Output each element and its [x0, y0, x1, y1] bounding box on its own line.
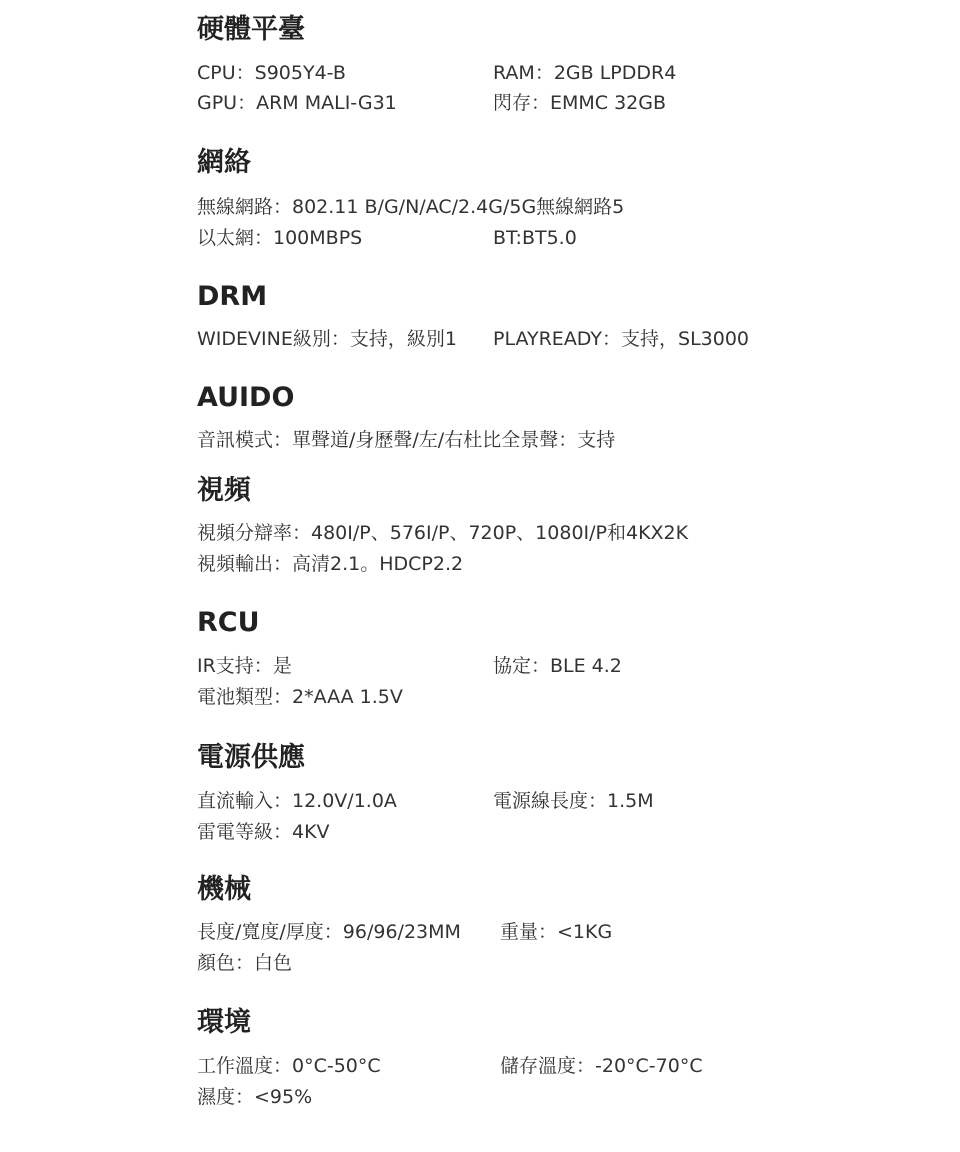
spec-bluetooth: BT:BT5.0 — [493, 227, 577, 249]
spec-color: 顏色：白色 — [197, 952, 293, 974]
section-title-video: 視頻 — [197, 475, 251, 506]
section-title-drm: DRM — [197, 281, 268, 312]
section-title-audio: AUIDO — [197, 382, 295, 413]
spec-dimensions: 長度/寬度/厚度：96/96/23MM — [197, 921, 461, 943]
spec-cable-length: 電源線長度：1.5M — [493, 790, 654, 812]
spec-protocol: 協定：BLE 4.2 — [493, 655, 622, 677]
spec-ethernet: 以太網：100MBPS — [197, 227, 363, 249]
spec-video-output: 視頻輸出：高清2.1。HDCP2.2 — [197, 553, 464, 575]
spec-battery: 電池類型：2*AAA 1.5V — [197, 686, 403, 708]
spec-surge-rating: 雷電等級：4KV — [197, 821, 330, 843]
spec-gpu: GPU：ARM MALI-G31 — [197, 92, 397, 114]
spec-cpu: CPU：S905Y4-B — [197, 62, 346, 84]
spec-dc-input: 直流輸入：12.0V/1.0A — [197, 790, 397, 812]
spec-operating-temp: 工作溫度：0°C-50°C — [197, 1055, 381, 1077]
spec-audio-mode: 音訊模式：單聲道/身歷聲/左/右杜比全景聲：支持 — [197, 429, 616, 451]
section-title-rcu: RCU — [197, 607, 260, 638]
section-title-environment: 環境 — [197, 1007, 251, 1038]
spec-video-resolution: 視頻分辯率：480I/P、576I/P、720P、1080I/P和4KX2K — [197, 522, 689, 544]
spec-storage-temp: 儲存溫度：-20°C-70°C — [500, 1055, 703, 1077]
spec-flash: 閃存：EMMC 32GB — [493, 92, 667, 114]
spec-weight: 重量：<1KG — [500, 921, 613, 943]
spec-playready: PLAYREADY：支持，SL3000 — [493, 328, 750, 350]
spec-widevine: WIDEVINE級別：支持，級別1 — [197, 328, 457, 350]
spec-humidity: 濕度：<95% — [197, 1086, 313, 1108]
section-title-power: 電源供應 — [197, 742, 305, 773]
section-title-hardware: 硬體平臺 — [197, 14, 305, 45]
spec-ram: RAM：2GB LPDDR4 — [493, 62, 677, 84]
section-title-network: 網絡 — [197, 147, 251, 178]
section-title-mechanical: 機械 — [197, 874, 251, 905]
spec-ir: IR支持：是 — [197, 655, 292, 677]
spec-wifi: 無線網路：802.11 B/G/N/AC/2.4G/5G無線網路5 — [197, 196, 625, 218]
